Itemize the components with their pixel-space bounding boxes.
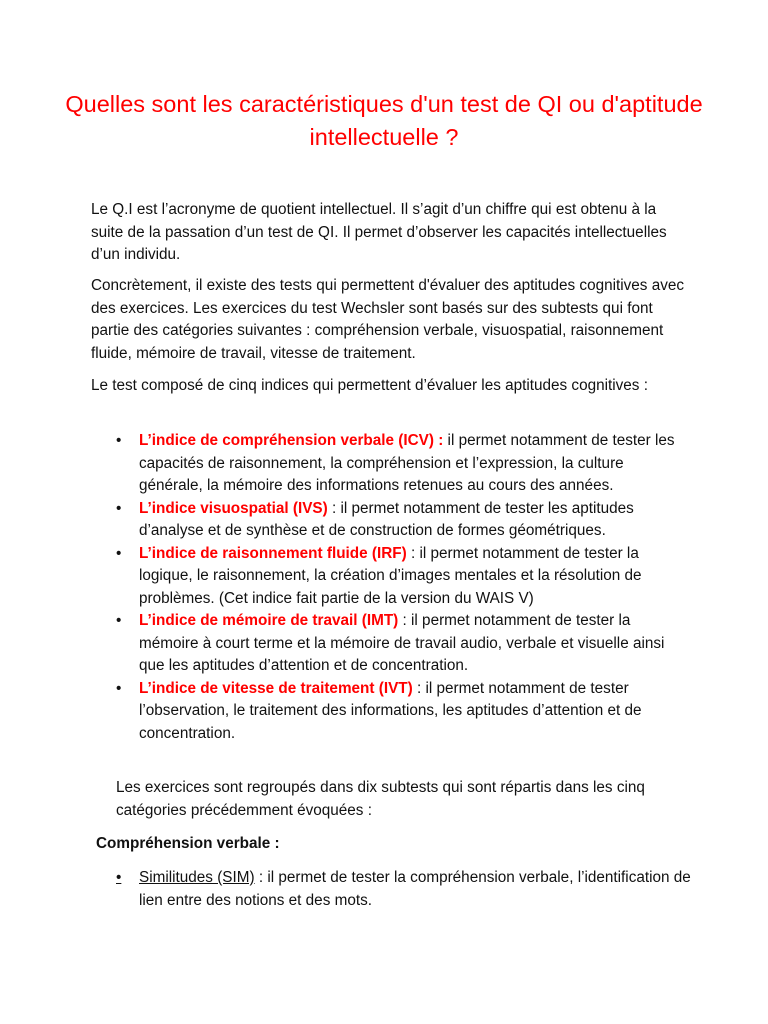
list-item xyxy=(91,498,691,543)
indice-name: L’indice de raisonnement fluide (IRF) xyxy=(139,544,407,562)
indices-intro-paragraph: Le test composé de cinq indices qui permettent d’évaluer les aptitudes cognitives : xyxy=(91,377,648,394)
list-item xyxy=(91,678,691,746)
indice-name: L’indice de vitesse de traitement (IVT) xyxy=(139,679,413,697)
bullet-icon: • xyxy=(116,612,122,629)
subtest-description: : il permet de tester la compréhension verbale, l’identification de lien entre des notions et des mots. xyxy=(139,869,691,909)
indice-description: : il permet notamment de tester l’observation, le traitement des informations, les aptitudes d’attention et de concentration. xyxy=(139,679,642,742)
indice-name: L’indice de mémoire de travail (IMT) xyxy=(139,612,399,629)
subtest-name: Similitudes (SIM) xyxy=(139,869,255,886)
section-heading: Compréhension verbale : xyxy=(96,835,280,852)
indices-list xyxy=(91,430,691,745)
tests-paragraph: Concrètement, il existe des tests qui permettent d'évaluer des aptitudes cognitives avec des exercices. Les exercices du test Wechsler sont basés sur des subtests qui font partie des catégories suivantes : compréhension verbale, visuospatial, raisonnement fluide, mémoire de travail, vitesse de traitement. xyxy=(91,277,685,362)
bullet-icon: • xyxy=(116,544,122,562)
bullet-icon: • xyxy=(116,679,122,697)
list-item xyxy=(91,543,691,611)
bullet-icon: • xyxy=(116,499,122,517)
intro-paragraph: Le Q.I est l’acronyme de quotient intellectuel. Il s’agit d’un chiffre qui est obtenu à la suite de la passation d’un test de QI. Il permet d’observer les capacités intellectuelles d’un individu. xyxy=(91,201,667,263)
indice-description: : il permet notamment de tester la mémoire à court terme et la mémoire de travail audio, verbale et visuelle ainsi que les aptitudes d’attention et de concentration. xyxy=(139,612,665,674)
page-title: Quelles sont les caractéristiques d'un test de QI ou d'aptitude intellectuelle ? xyxy=(65,91,703,150)
bullet-icon: • xyxy=(116,432,122,449)
subtests-list xyxy=(91,867,691,912)
indice-name: L’indice de compréhension verbale (ICV) : xyxy=(139,432,444,449)
list-item xyxy=(91,867,691,912)
indice-description: il permet notamment de tester les capacités de raisonnement, la compréhension et l’expression, la culture générale, la mémoire des informations retenues au cours des années. xyxy=(139,432,675,494)
indice-description: : il permet notamment de tester la logique, le raisonnement, la création d’images mentales et la résolution de problèmes. (Cet indice fait partie de la version du WAIS V) xyxy=(139,544,642,607)
indice-description: : il permet notamment de tester les aptitudes d’analyse et de synthèse et de construction de formes géométriques. xyxy=(139,499,634,539)
indice-name: L’indice visuospatial (IVS) xyxy=(139,499,328,517)
list-item xyxy=(91,430,691,498)
subtests-intro-paragraph: Les exercices sont regroupés dans dix subtests qui sont répartis dans les cinq catégories précédemment évoquées : xyxy=(116,779,645,819)
list-item xyxy=(91,610,691,678)
bullet-icon: • xyxy=(116,869,122,886)
